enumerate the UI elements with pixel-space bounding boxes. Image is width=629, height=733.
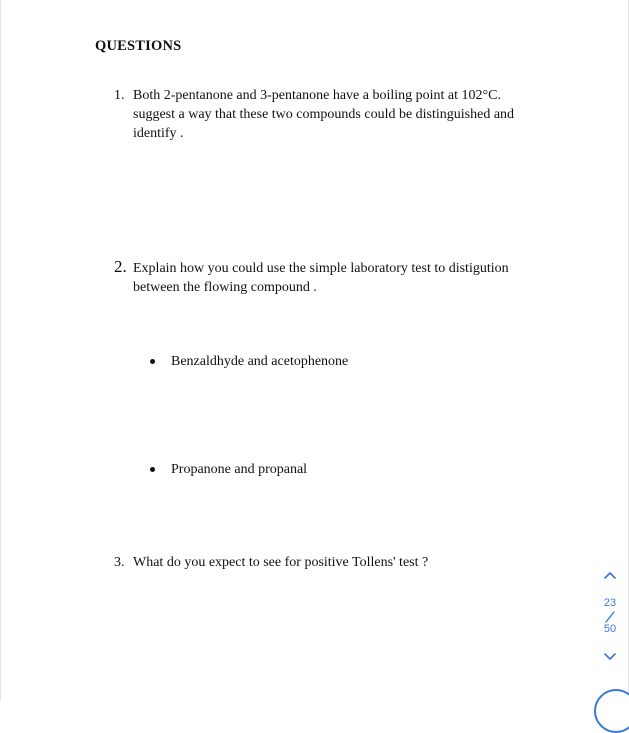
- total-pages-number: 50: [603, 623, 617, 635]
- question-number: 2.: [114, 257, 127, 276]
- chevron-up-icon: [596, 566, 624, 584]
- current-page-number: 23: [603, 597, 617, 609]
- next-page-button[interactable]: [596, 648, 624, 666]
- bullet-text: Propanone and propanal: [171, 462, 308, 477]
- question-text: Explain how you could use the simple laboratory test to distigution between the flowing compound .: [133, 261, 509, 295]
- bullet-text: Benzaldhyde and acetophenone: [171, 354, 349, 369]
- document-heading: QUESTIONS: [95, 38, 182, 54]
- question-text: What do you expect to see for positive Tollens' test ?: [133, 555, 429, 570]
- bullet-icon: [150, 467, 155, 472]
- page-edge-left: [0, 0, 1, 700]
- previous-page-button[interactable]: [596, 566, 624, 584]
- floating-action-button[interactable]: [594, 689, 629, 733]
- chevron-down-icon: [596, 648, 624, 666]
- bullet-icon: [150, 359, 155, 364]
- question-number: 1.: [114, 88, 125, 103]
- page-navigator: [596, 566, 624, 666]
- question-number: 3.: [114, 555, 125, 570]
- question-text: Both 2-pentanone and 3-pentanone have a boiling point at 102°C. suggest a way that these two compounds could be distinguished and identify .: [133, 88, 515, 141]
- page-separator-icon: [604, 610, 616, 622]
